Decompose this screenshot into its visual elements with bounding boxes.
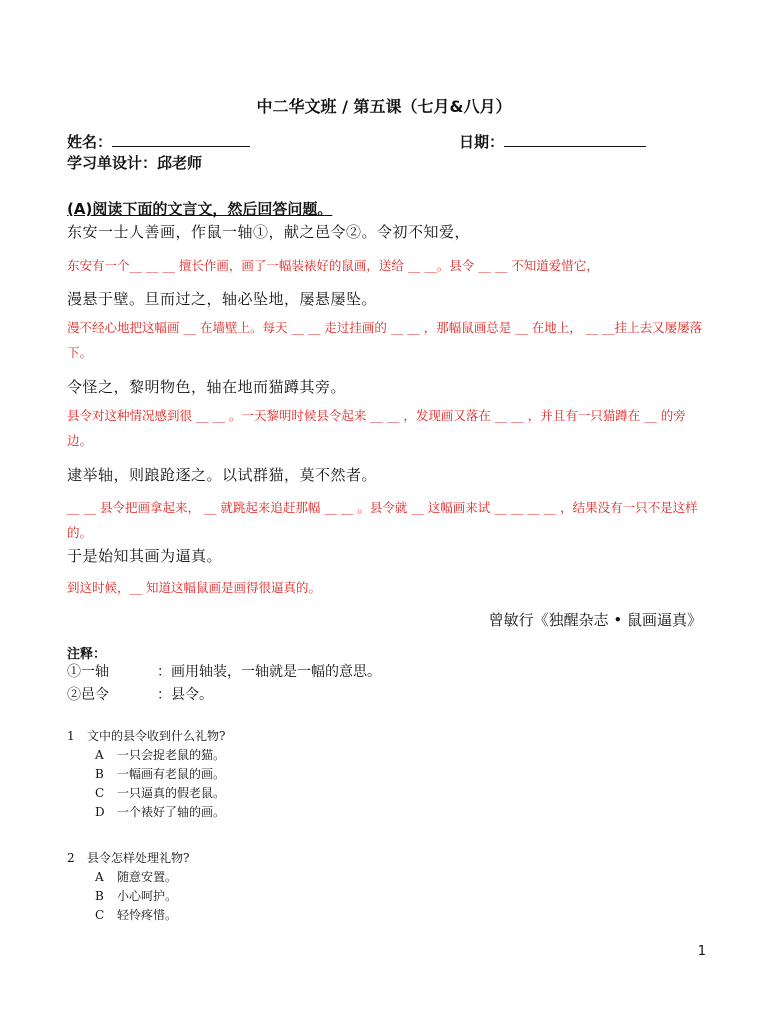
date-field [459, 131, 646, 152]
question-1-option-c[interactable] [95, 784, 225, 801]
question-number: 2 [67, 851, 75, 865]
option-text: 一只会捉老鼠的猫。 [117, 748, 226, 762]
note-item-1 [67, 661, 381, 681]
option-letter: D [95, 805, 105, 819]
question-2-option-a[interactable] [95, 868, 177, 885]
option-text: 一幅画有老鼠的画。 [117, 767, 226, 781]
question-1-option-a[interactable] [95, 746, 225, 763]
classical-line-3: 令怪之，黎明物色，轴在地而猫蹲其旁。 [67, 378, 347, 396]
note-term: ①一轴 [67, 664, 109, 680]
question-2 [67, 849, 189, 866]
question-2-option-c[interactable] [95, 906, 177, 923]
note-item-2 [67, 684, 213, 704]
classical-line-1: 东安一士人善画，作鼠一轴①，献之邑令②。令初不知爱， [67, 223, 471, 241]
notes-title: 注释： [67, 647, 107, 662]
date-label: 日期： [459, 133, 505, 151]
question-2-option-b[interactable] [95, 887, 177, 904]
note-meaning: ：县令。 [157, 687, 213, 703]
question-1-option-d[interactable] [95, 803, 225, 820]
translation-line-4: __ __ 县令把画拿起来， __ 就跳起来追赶那幅 __ __ 。县令就 __ 这幅画来试 __ __ __ __ ，结果没有一只不是这样的。 [67, 500, 698, 540]
translation-line-2: 漫不经心地把这幅画 __ 在墙壁上。每天 __ __ 走过挂画的 __ __ ，那幅鼠画总是 __ 在地上， __ __挂上去又屡屡落下。 [67, 320, 703, 360]
question-text: 县令怎样处理礼物? [87, 851, 190, 865]
designer-credit: 学习单设计：邱老师 [67, 154, 203, 172]
option-letter: C [95, 786, 105, 800]
name-field [67, 131, 250, 152]
name-blank[interactable] [112, 132, 250, 147]
page-number: 1 [697, 944, 706, 959]
option-letter: A [95, 870, 104, 884]
classical-line-5: 于是始知其画为逼真。 [67, 547, 223, 565]
option-text: 轻怜疼惜。 [117, 908, 178, 922]
classical-line-2: 漫悬于壁。旦而过之，轴必坠地，屡悬屡坠。 [67, 290, 378, 308]
option-text: 一只逼真的假老鼠。 [117, 786, 226, 800]
question-text: 文中的县令收到什么礼物? [87, 729, 226, 743]
translation-line-3: 县令对这种情况感到很 __ __ 。一天黎明时候县令起来 __ __ ，发现画又落在 __ __ ，并且有一只猫蹲在 __ 的旁边。 [67, 408, 686, 448]
source-citation: 曾敏行《独醒杂志 • 鼠画逼真》 [488, 611, 702, 629]
translation-line-1: 东安有一个__ __ __ 擅长作画，画了一幅装裱好的鼠画，送给 __ __。县令 __ __ 不知道爱惜它， [67, 258, 599, 273]
option-text: 小心呵护。 [117, 889, 178, 903]
date-blank[interactable] [504, 132, 646, 147]
option-letter: B [95, 767, 104, 781]
option-text: 随意安置。 [117, 870, 178, 884]
option-letter: C [95, 908, 105, 922]
question-1 [67, 727, 225, 744]
page-title: 中二华文班 / 第五课（七月&八月） [256, 97, 512, 116]
classical-line-4: 逮举轴，则踉跄逐之。以试群猫，莫不然者。 [67, 466, 378, 484]
section-a-heading: (A)阅读下面的文言文，然后回答问题。 [67, 200, 333, 218]
question-number: 1 [67, 729, 75, 743]
option-letter: B [95, 889, 104, 903]
note-meaning: ：画用轴装，一轴就是一幅的意思。 [157, 664, 381, 680]
translation-line-5: 到这时候，__ 知道这幅鼠画是画得很逼真的。 [67, 580, 321, 595]
option-text: 一个裱好了轴的画。 [117, 805, 226, 819]
note-term: ②邑令 [67, 687, 109, 703]
name-label: 姓名： [67, 133, 113, 151]
question-1-option-b[interactable] [95, 765, 225, 782]
option-letter: A [95, 748, 104, 762]
